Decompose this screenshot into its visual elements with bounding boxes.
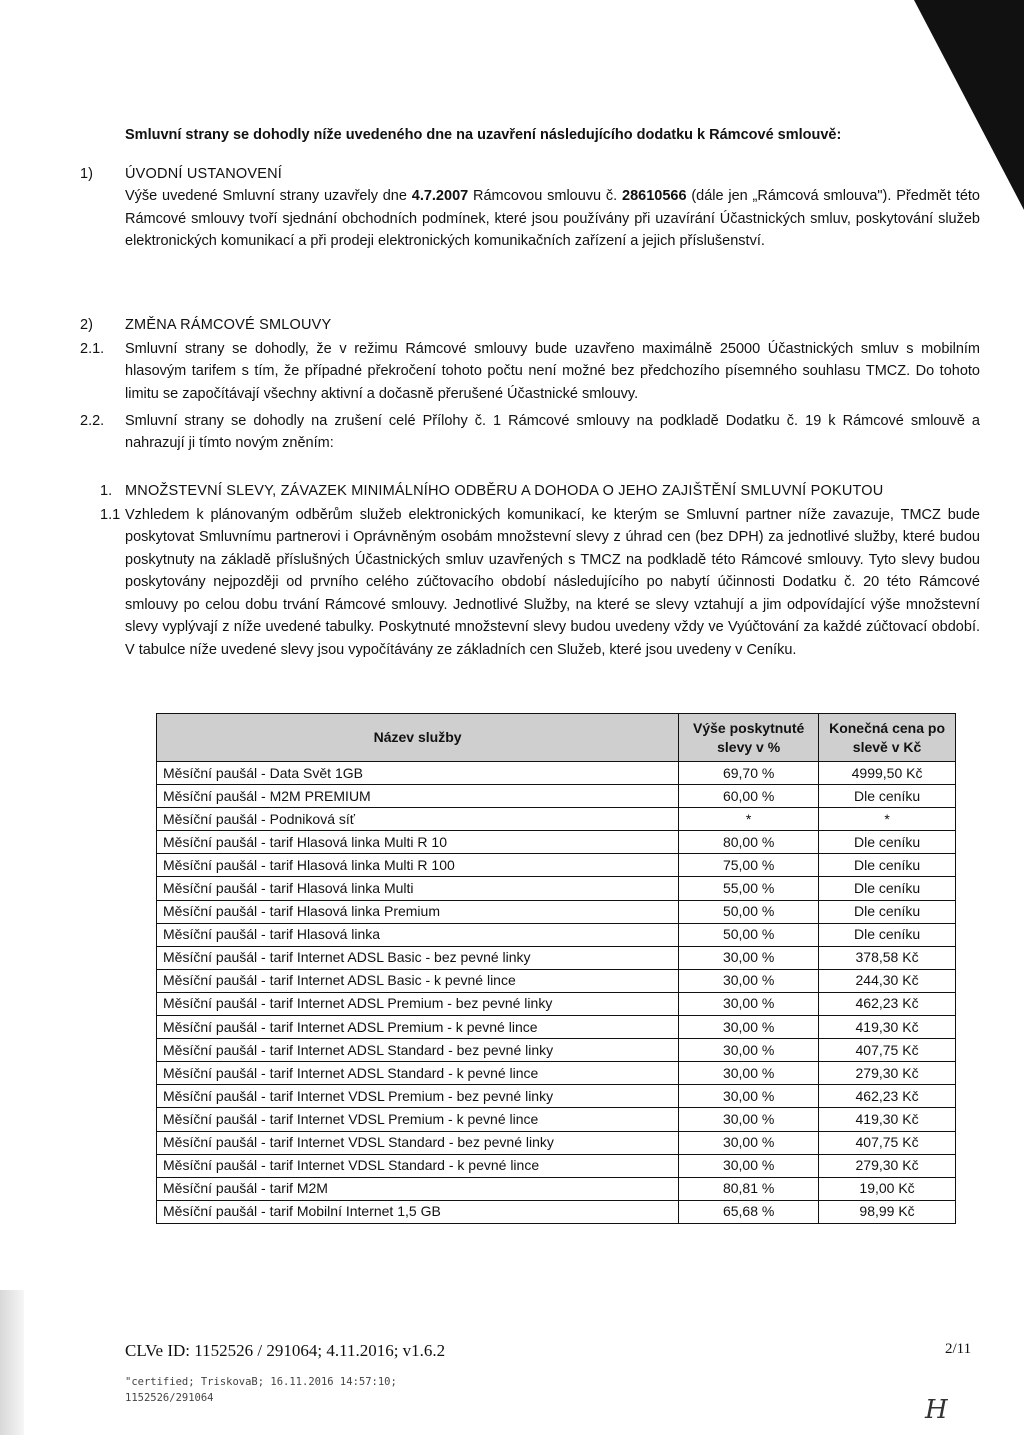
cell-final-price: 407,75 Kč (819, 1039, 956, 1062)
table-header-row (157, 714, 956, 762)
cell-final-price: 19,00 Kč (819, 1177, 956, 1200)
paragraph-2-2 (80, 410, 980, 455)
section-title: ZMĚNA RÁMCOVÉ SMLOUVY (125, 317, 332, 333)
table-row (157, 1108, 956, 1131)
cell-discount: 30,00 % (679, 1016, 819, 1039)
table-row (157, 854, 956, 877)
cell-service: Měsíční paušál - tarif Hlasová linka Multi R 100 (157, 854, 679, 877)
cell-discount: 30,00 % (679, 1039, 819, 1062)
page-number: 2/11 (945, 1341, 972, 1357)
column-header-discount: Výše poskytnuté slevy v % (679, 714, 819, 762)
paragraph-number: 1.1 (100, 507, 121, 523)
cell-discount: 30,00 % (679, 1085, 819, 1108)
cell-service: Měsíční paušál - tarif Internet VDSL Premium - bez pevné linky (157, 1085, 679, 1108)
cell-final-price: 419,30 Kč (819, 1016, 956, 1039)
paragraph-text: Vzhledem k plánovaným odběrům služeb elektronických komunikací, ke kterým se Smluvní partner níže zavazuje, TMCZ bude poskytovat Smluvnímu partnerovi i Oprávněným osobám množstevní slevy z úhrad cen (bez DPH) za jednotlivé služby, které budou poskytnuty na základě příslušných Účastnických smluv uzavřených s TMCZ na podkladě této Rámcové smlouvy. Tyto slevy budou poskytovány nejpozději od prvního celého zúčtovacího období následujícího po nabytí účinnosti Dodatku č. 20 této Rámcové smlouvy po celou dobu trvání Rámcové smlouvy. Jednotlivé Služby, na které se slevy vztahují a jim odpovídající výše množstevní slevy vyplývají z níže uvedené tabulky. Poskytnuté množstevní slevy budou uvedeny vždy ve Vyúčtování za každé zúčtovací období. V tabulce níže uvedené slevy jsou vypočítávány ze základních cen Služeb, které jsou uvedeny v Ceníku. (125, 507, 980, 658)
cell-service: Měsíční paušál - tarif Hlasová linka Premium (157, 900, 679, 923)
table-row (157, 1131, 956, 1154)
section-title: ÚVODNÍ USTANOVENÍ (125, 166, 283, 182)
cell-discount: 80,00 % (679, 831, 819, 854)
cell-discount: 30,00 % (679, 1108, 819, 1131)
cell-final-price: 378,58 Kč (819, 946, 956, 969)
table-row (157, 1085, 956, 1108)
cell-discount: 30,00 % (679, 992, 819, 1015)
table-row (157, 969, 956, 992)
cell-discount: 30,00 % (679, 1062, 819, 1085)
paragraph-text: Smluvní strany se dohodly, že v režimu Rámcové smlouvy bude uzavřeno maximálně 25000 Účastnických smluv s mobilním hlasovým tarifem s tím, že případné překročení tohoto počtu není možné bez předchozího písemného souhlasu TMCZ. Do tohoto limitu se započítávají všechny aktivní a dočasně přerušené Účastnické smlouvy. (125, 341, 980, 402)
cell-discount: 80,81 % (679, 1177, 819, 1200)
cell-final-price: 98,99 Kč (819, 1200, 956, 1223)
section-number: 2) (80, 317, 93, 333)
paragraph-number: 2.2. (80, 413, 105, 429)
cell-service: Měsíční paušál - tarif Internet ADSL Premium - bez pevné linky (157, 992, 679, 1015)
paragraph-number: 2.1. (80, 341, 105, 357)
cell-service: Měsíční paušál - Podniková síť (157, 808, 679, 831)
table-row (157, 877, 956, 900)
cell-discount: 30,00 % (679, 969, 819, 992)
cell-final-price: Dle ceníku (819, 831, 956, 854)
table-row (157, 946, 956, 969)
table-row (157, 808, 956, 831)
table-row (157, 785, 956, 808)
cell-discount: 30,00 % (679, 1131, 819, 1154)
cell-service: Měsíční paušál - tarif Internet ADSL Standard - k pevné lince (157, 1062, 679, 1085)
table-row (157, 900, 956, 923)
paragraph-2-1 (80, 338, 980, 405)
cell-discount: 55,00 % (679, 877, 819, 900)
table-row (157, 1154, 956, 1177)
scan-edge-shadow (0, 1290, 24, 1435)
cell-discount: 50,00 % (679, 900, 819, 923)
cell-service: Měsíční paušál - tarif Hlasová linka Multi (157, 877, 679, 900)
cell-service: Měsíční paušál - tarif Internet ADSL Basic - k pevné lince (157, 969, 679, 992)
table-row (157, 923, 956, 946)
cell-service: Měsíční paušál - tarif Internet VDSL Standard - bez pevné linky (157, 1131, 679, 1154)
cell-final-price: Dle ceníku (819, 877, 956, 900)
document-id: CLVe ID: 1152526 / 291064; 4.11.2016; v1.6.2 (125, 1341, 446, 1360)
discount-table (156, 713, 956, 1224)
contract-date: 4.7.2007 (411, 188, 469, 205)
table-row (157, 1062, 956, 1085)
section-number: 1) (80, 166, 93, 182)
table-row (157, 1200, 956, 1223)
cell-final-price: 4999,50 Kč (819, 762, 956, 785)
cell-final-price: 279,30 Kč (819, 1154, 956, 1177)
cell-discount: 30,00 % (679, 946, 819, 969)
subsection-1 (100, 480, 980, 502)
cell-final-price: Dle ceníku (819, 785, 956, 808)
cell-final-price: 462,23 Kč (819, 992, 956, 1015)
cell-discount: 75,00 % (679, 854, 819, 877)
cell-service: Měsíční paušál - tarif M2M (157, 1177, 679, 1200)
paragraph-1-1 (100, 504, 980, 661)
cell-final-price: 244,30 Kč (819, 969, 956, 992)
intro-sentence: Smluvní strany se dohodly níže uvedeného dne na uzavření následujícího dodatku k Rámcové smlouvě: (125, 127, 842, 143)
section-1 (80, 163, 980, 253)
column-header-final-price: Konečná cena po slevě v Kč (819, 714, 956, 762)
certification-stamp: "certified; TriskovaB; 16.11.2016 14:57:10; 1152526/291064 (125, 1376, 397, 1404)
section-text: Výše uvedené Smluvní strany uzavřely dne 4.7.2007 Rámcovou smlouvu č. 28610566 (dále jen „Rámcová smlouva"). Předmět této Rámcové smlouvy tvoří sjednání obchodních podmínek, které jsou používány při uzavírání Účastnických smluv, poskytování služeb elektronických komunikací a při prodeji elektronických komunikačních zařízení a jejich příslušenství. (125, 188, 980, 250)
table-row (157, 1016, 956, 1039)
table-row (157, 1177, 956, 1200)
cell-discount: * (679, 808, 819, 831)
cell-service: Měsíční paušál - tarif Hlasová linka (157, 923, 679, 946)
cell-service: Měsíční paušál - M2M PREMIUM (157, 785, 679, 808)
cell-final-price: Dle ceníku (819, 854, 956, 877)
table-row (157, 992, 956, 1015)
subsection-title: MNOŽSTEVNÍ SLEVY, ZÁVAZEK MINIMÁLNÍHO ODBĚRU A DOHODA O JEHO ZAJIŠTĚNÍ SMLUVNÍ POKUTOU (125, 483, 884, 499)
cell-final-price: 462,23 Kč (819, 1085, 956, 1108)
table-row (157, 1039, 956, 1062)
cell-discount: 60,00 % (679, 785, 819, 808)
cell-final-price: Dle ceníku (819, 900, 956, 923)
paragraph-text: Smluvní strany se dohodly na zrušení celé Přílohy č. 1 Rámcové smlouvy na podkladě Dodatku č. 19 k Rámcové smlouvě a nahrazují ji tímto novým zněním: (125, 413, 980, 452)
cell-service: Měsíční paušál - tarif Internet ADSL Premium - k pevné lince (157, 1016, 679, 1039)
cell-service: Měsíční paušál - tarif Internet VDSL Premium - k pevné lince (157, 1108, 679, 1131)
subsection-number: 1. (100, 483, 113, 499)
cell-discount: 50,00 % (679, 923, 819, 946)
cell-final-price: Dle ceníku (819, 923, 956, 946)
cell-service: Měsíční paušál - tarif Mobilní Internet 1,5 GB (157, 1200, 679, 1223)
signature-initial: H (925, 1395, 948, 1425)
cell-final-price: 419,30 Kč (819, 1108, 956, 1131)
cell-discount: 69,70 % (679, 762, 819, 785)
table-row (157, 831, 956, 854)
cell-discount: 30,00 % (679, 1154, 819, 1177)
cell-service: Měsíční paušál - tarif Hlasová linka Multi R 10 (157, 831, 679, 854)
cell-service: Měsíční paušál - tarif Internet ADSL Standard - bez pevné linky (157, 1039, 679, 1062)
cell-final-price: * (819, 808, 956, 831)
cell-final-price: 279,30 Kč (819, 1062, 956, 1085)
cell-service: Měsíční paušál - tarif Internet VDSL Standard - k pevné lince (157, 1154, 679, 1177)
cell-final-price: 407,75 Kč (819, 1131, 956, 1154)
section-2 (80, 314, 980, 336)
table-row (157, 762, 956, 785)
contract-number: 28610566 (622, 188, 687, 205)
cell-service: Měsíční paušál - tarif Internet ADSL Basic - bez pevné linky (157, 946, 679, 969)
cell-discount: 65,68 % (679, 1200, 819, 1223)
cell-service: Měsíční paušál - Data Svět 1GB (157, 762, 679, 785)
column-header-service: Název služby (157, 714, 679, 762)
